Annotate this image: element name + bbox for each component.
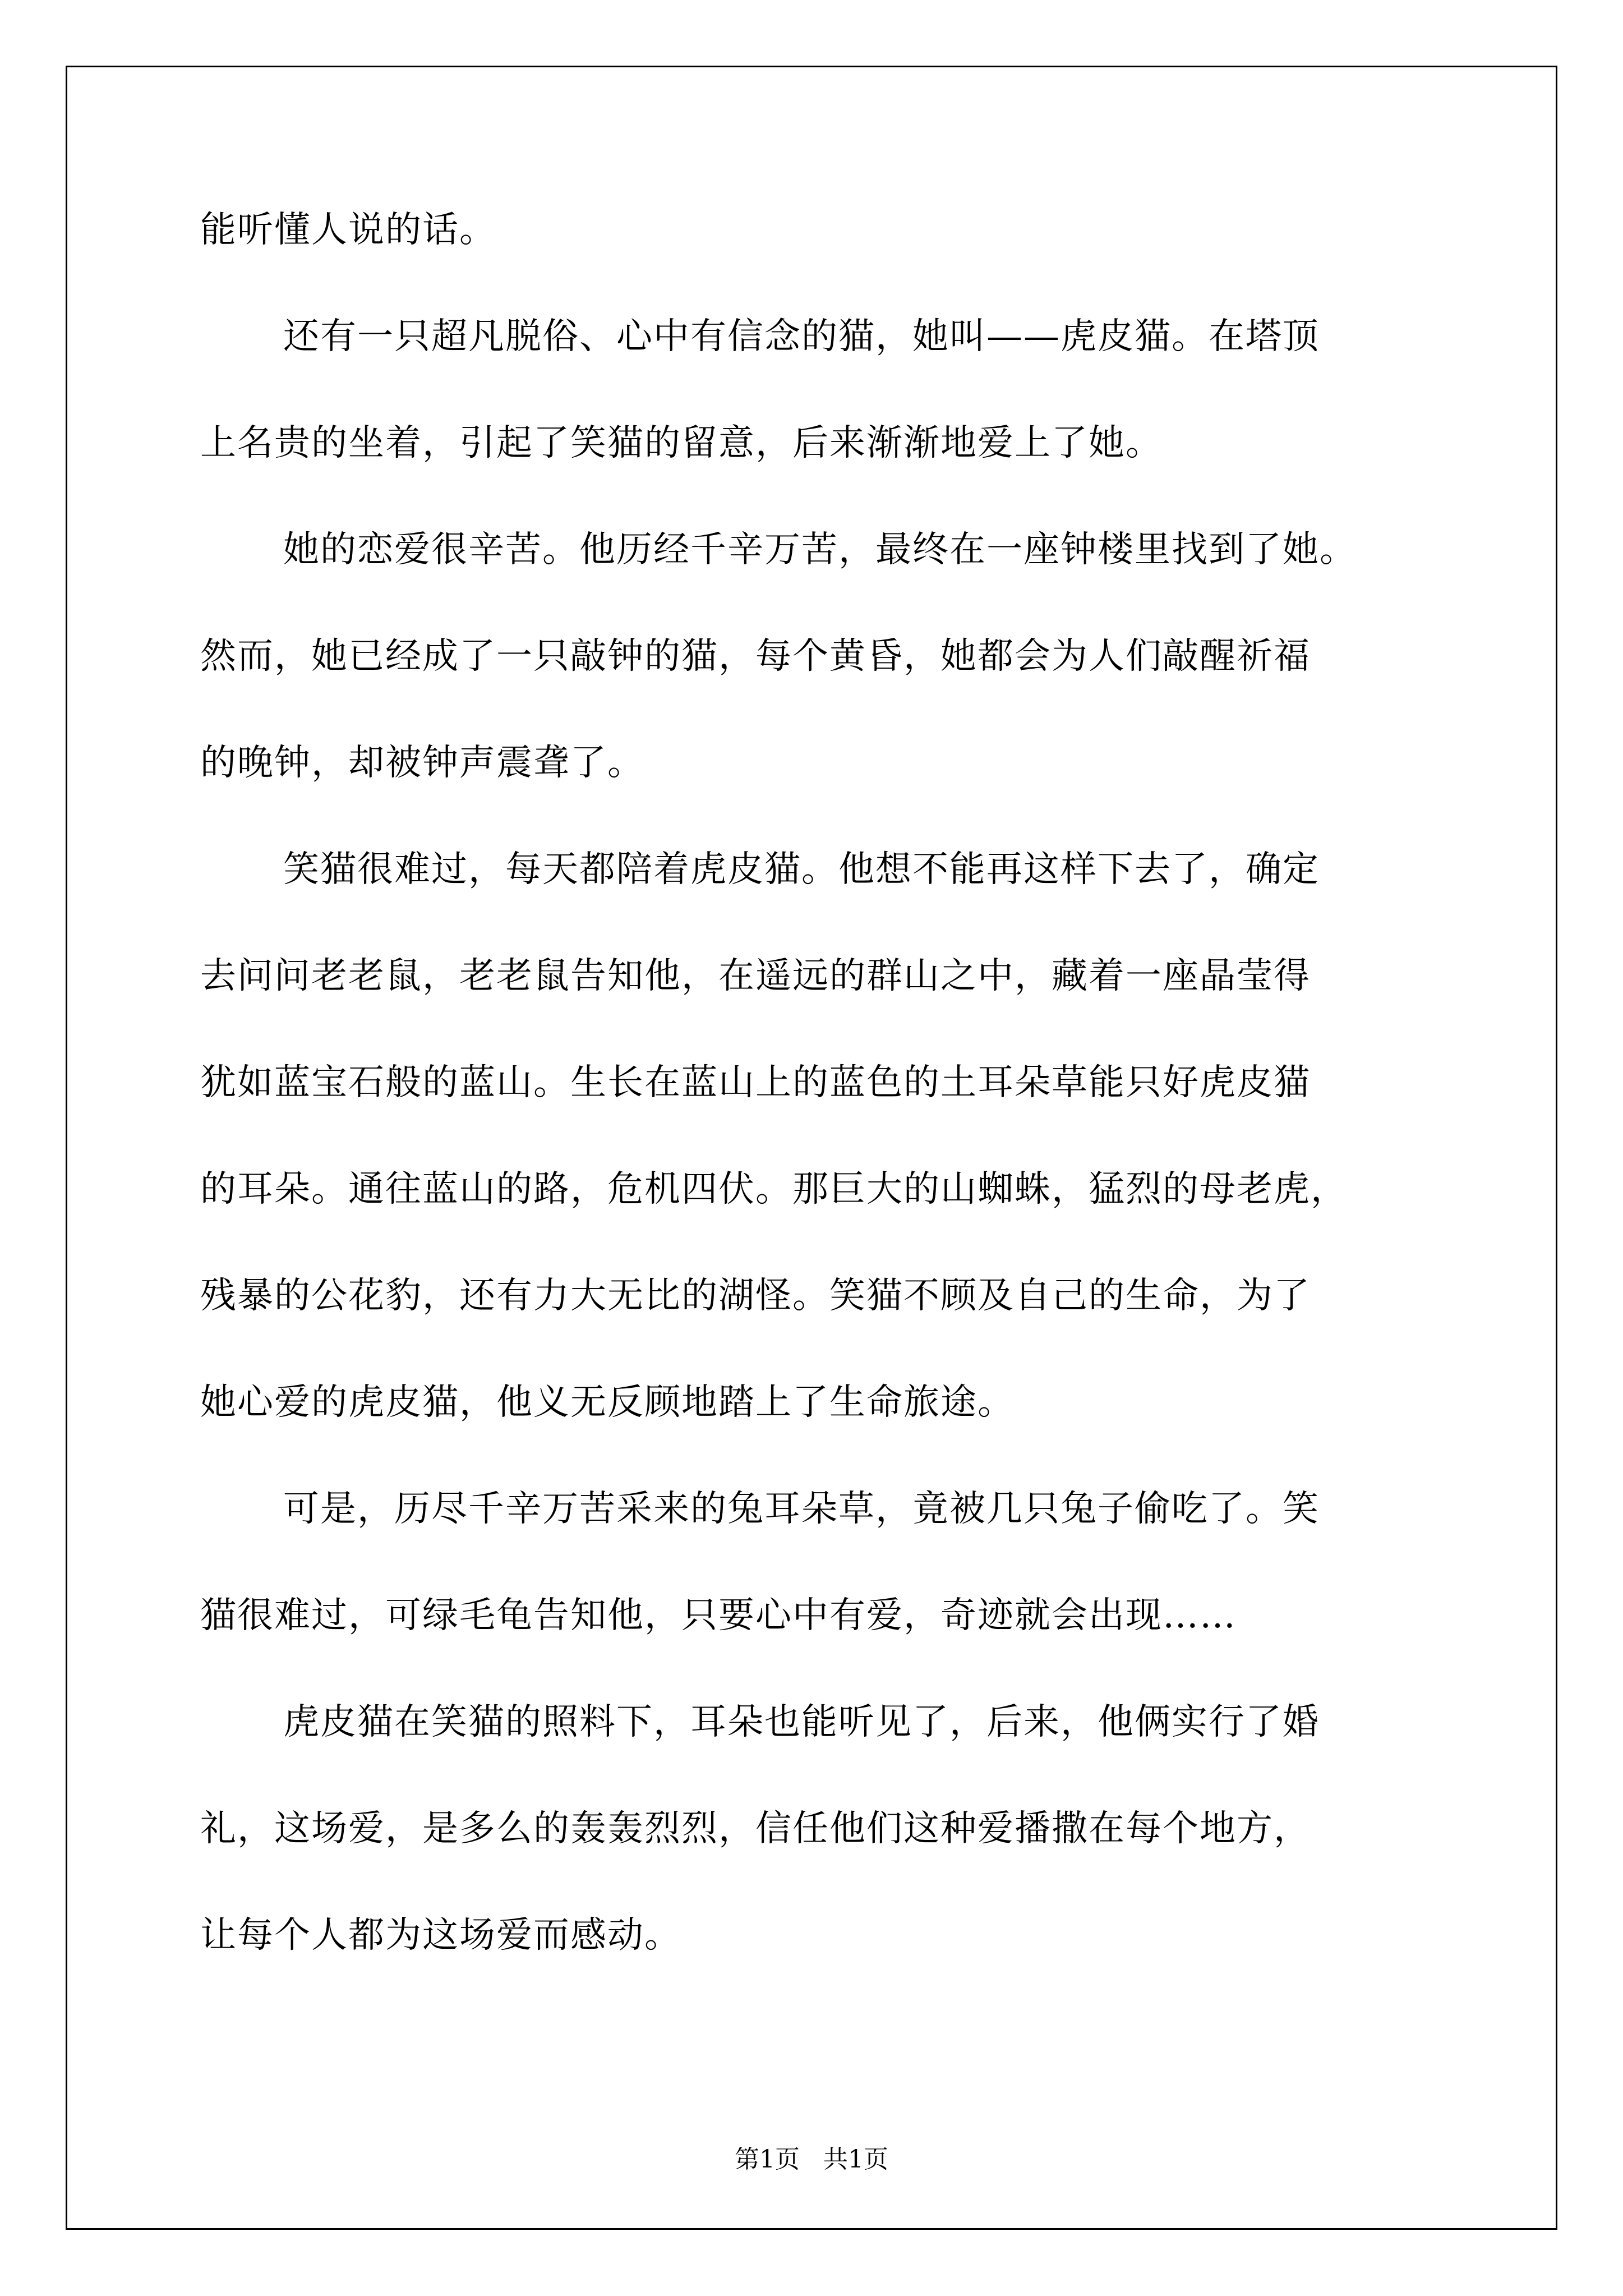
text-line: 她心爱的虎皮猫，他义无反顾地踏上了生命旅途。 <box>200 1382 1015 1423</box>
text-line: 然而，她已经成了一只敲钟的猫，每个黄昏，她都会为人们敲醒祈福 <box>200 636 1311 677</box>
text-line: 可是，历尽千辛万苦采来的兔耳朵草，竟被几只兔子偷吃了。笑 <box>283 1488 1320 1530</box>
text-line: 还有一只超凡脱俗、心中有信念的猫，她叫——虎皮猫。在塔顶 <box>283 316 1320 357</box>
page-number: 第1页 <box>735 2145 800 2174</box>
footer-gap <box>800 2145 823 2174</box>
text-line: 她的恋爱很辛苦。他历经千辛万苦，最终在一座钟楼里找到了她。 <box>283 529 1357 570</box>
text-line: 猫很难过，可绿毛龟告知他，只要心中有爱，奇迹就会出现…… <box>200 1595 1237 1636</box>
text-line: 犹如蓝宝石般的蓝山。生长在蓝山上的蓝色的土耳朵草能只好虎皮猫 <box>200 1062 1311 1103</box>
page-total: 共1页 <box>823 2145 888 2174</box>
text-line: 能听懂人说的话。 <box>200 209 496 251</box>
text-line: 笑猫很难过，每天都陪着虎皮猫。他想不能再这样下去了，确定 <box>283 849 1320 890</box>
text-line: 的耳朵。通往蓝山的路，危机四伏。那巨大的山蜘蛛，猛烈的母老虎， <box>200 1168 1348 1210</box>
text-line: 去问问老老鼠，老老鼠告知他，在遥远的群山之中，藏着一座晶莹得 <box>200 955 1311 997</box>
page-footer <box>0 2143 1623 2177</box>
text-line: 礼，这场爱，是多么的轰轰烈烈，信任他们这种爱播撒在每个地方， <box>200 1808 1311 1849</box>
text-line: 让每个人都为这场爱而感动。 <box>200 1915 681 1956</box>
text-line: 虎皮猫在笑猫的照料下，耳朵也能听见了，后来，他俩实行了婚 <box>283 1701 1320 1743</box>
text-line: 残暴的公花豹，还有力大无比的湖怪。笑猫不顾及自己的生命，为了 <box>200 1275 1311 1317</box>
text-line: 的晚钟，却被钟声震聋了。 <box>200 742 644 784</box>
text-line: 上名贵的坐着，引起了笑猫的留意，后来渐渐地爱上了她。 <box>200 422 1163 464</box>
